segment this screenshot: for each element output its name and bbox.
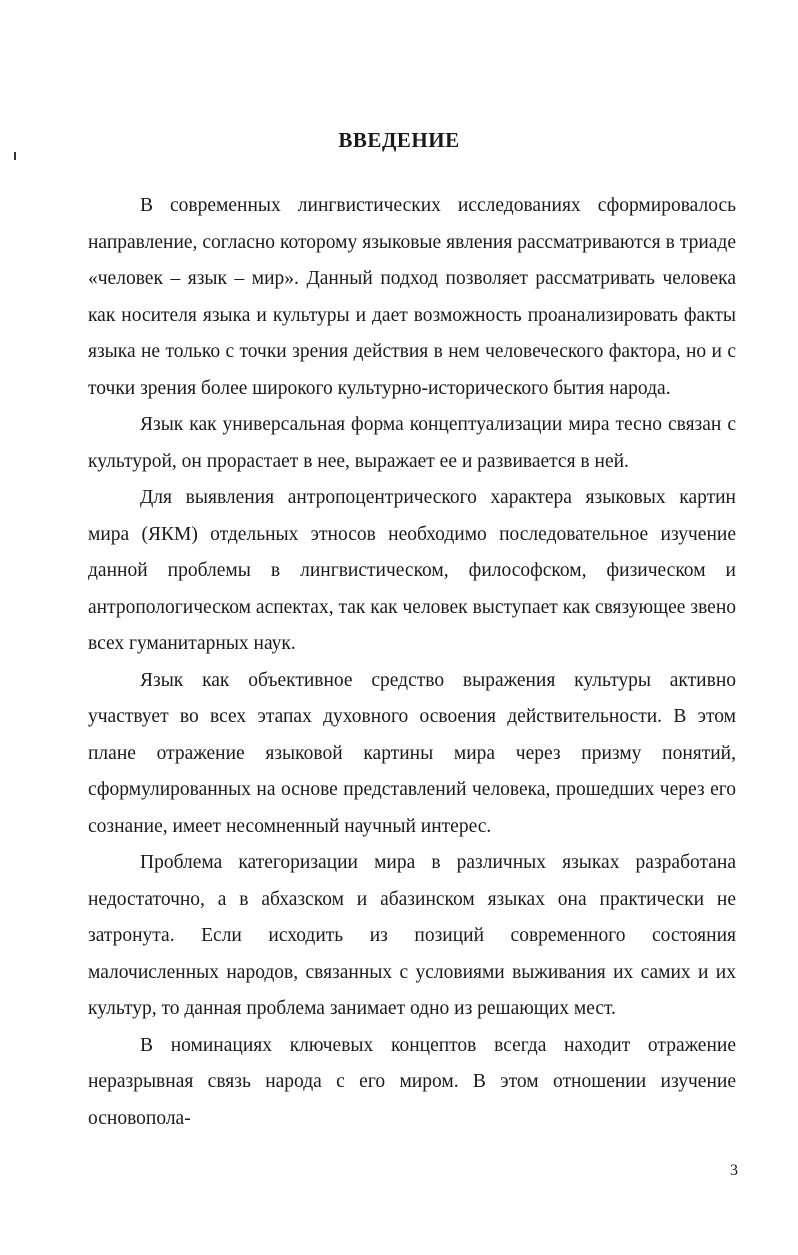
body-text: [88, 188, 736, 1137]
paragraph-2: Язык как универсальная форма концептуализации мира тесно связан с культурой, он прорастает в нее, выражает ее и развивается в ней.: [88, 414, 736, 472]
page-number: 3: [730, 1162, 738, 1179]
section-heading: ВВЕДЕНИЕ: [338, 128, 460, 152]
paragraph-6: В номинациях ключевых концептов всегда находит отражение неразрывная связь народа с его миром. В этом отношении изучение основопола-: [88, 1034, 736, 1129]
paragraph-3: Для выявления антропоцентрического характера языковых картин мира (ЯКМ) отдельных этносов необходимо последовательное изучение данной проблемы в лингвистическом, философском, физическом и антропологическом аспектах, так как человек выступает как связующее звено всех гуманитарных наук.: [88, 487, 736, 654]
paragraph-4: Язык как объективное средство выражения культуры активно участвует во всех этапах духовного освоения действительности. В этом плане отражение языковой картины мира через призму понятий, сформулированных на основе представлений человека, прошедших через его сознание, имеет несомненный научный интерес.: [88, 669, 736, 837]
scan-mark: [14, 152, 16, 160]
paragraph-1: В современных лингвистических исследованиях сформировалось направление, согласно которому языковые явления рассматриваются в триаде «человек – язык – мир». Данный подход позволяет рассматривать человека как носителя языка и культуры и дает возможность проанализировать факты языка не только с точки зрения действия в нем человеческого фактора, но и с точки зрения более широкого культурно-исторического бытия народа.: [88, 195, 736, 399]
paragraph-5: Проблема категоризации мира в различных языках разработана недостаточно, а в абхазском и абазинском языках она практически не затронута. Если исходить из позиций современного состояния малочисленных народов, связанных с условиями выживания их самих и их культур, то данная проблема занимает одно из решающих мест.: [88, 852, 736, 1019]
